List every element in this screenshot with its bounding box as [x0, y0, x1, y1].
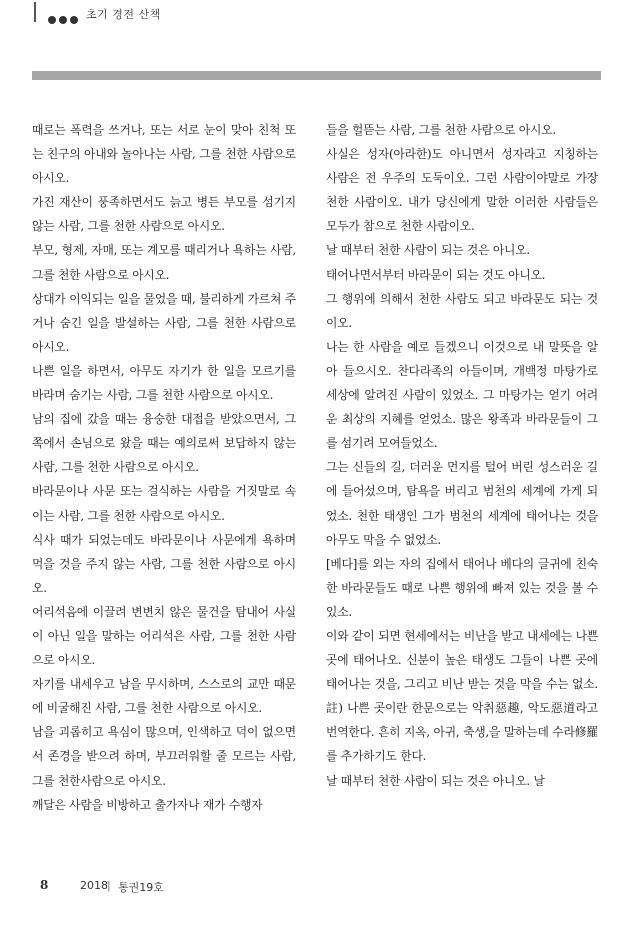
paragraph: 그 행위에 의해서 천한 사람도 되고 바라문도 되는 것이오.	[326, 291, 598, 330]
paragraph: 가진 재산이 풍족하면서도 늙고 병든 부모를 섬기지 않는 사람, 그를 천한 사람으로 아시오.	[32, 195, 296, 234]
page-footer	[0, 878, 622, 898]
paragraph: 남의 집에 갔을 때는 융숭한 대접을 받았으면서, 그 쪽에서 손님으로 왔을 때는 예의로써 보답하지 않는 사람, 그를 천한 사람으로 아시오.	[32, 412, 296, 475]
paragraph: 자기를 내세우고 남을 무시하며, 스스로의 교만 때문에 비굴해진 사람, 그를 천한 사람으로 아시오.	[32, 677, 296, 716]
paragraph: 사실은 성자(아라한)도 아니면서 성자라고 지칭하는 사람은 전 우주의 도둑이오. 그런 사람이야말로 가장 천한 사람이오. 내가 당신에게 말한 이러한 사람들은 모두가 참으로 천한 사람이오.	[326, 147, 598, 234]
paragraph: 바라문이나 사문 또는 걸식하는 사람을 거짓말로 속이는 사람, 그를 천한 사람으로 아시오.	[32, 484, 296, 523]
page-number: 8	[40, 878, 49, 892]
left-text-column	[32, 118, 296, 817]
header-dots-icon	[48, 9, 81, 28]
dot-icon	[48, 16, 56, 24]
paragraph: 어리석음에 이끌려 변변치 않은 물건을 탐내어 사실이 아닌 일을 말하는 어리석은 사람, 그를 천한 사람으로 아시오.	[32, 604, 296, 668]
paragraph: 이와 같이 되면 현세에서는 비난을 받고 내세에는 나쁜 곳에 태어나오. 신분이 높은 태생도 그들이 나쁜 곳에 태어나는 것을, 그리고 비난 받는 것을 막을 수는 없소.註) 나쁜 곳이란 한문으로는 악취惡趣, 악도惡道라고 번역한다. 흔히 지옥, 아귀, 축생,을 말하는데 수라修羅를 추가하기도 한다.	[326, 628, 598, 764]
paragraph: 남을 괴롭히고 욕심이 많으며, 인색하고 덕이 없으면서 존경을 받으려 하며, 부끄러워할 줄 모르는 사람, 그를 천한사람으로 아시오.	[32, 725, 296, 788]
paragraph: 태어나면서부터 바라문이 되는 것도 아니오.	[326, 267, 546, 282]
paragraph: 때로는 폭력을 쓰거나, 또는 서로 눈이 맞아 친척 또는 친구의 아내와 놀아나는 사람, 그를 천한 사람으로 아시오.	[32, 123, 296, 186]
paragraph: 상대가 이익되는 일을 물었을 때, 불리하게 가르쳐 주거나 숨긴 일을 발설하는 사람, 그를 천한 사람으로 아시오.	[32, 291, 296, 354]
dot-icon	[70, 16, 78, 24]
section-divider-bar	[32, 71, 601, 80]
issue-year: 2018	[80, 879, 108, 892]
paragraph: 나쁜 일을 하면서, 아무도 자기가 한 일을 모르기를 바라며 숨기는 사람, 그를 천한 사람으로 아시오.	[32, 363, 296, 403]
paragraph: 나는 한 사람을 예로 들겠으니 이것으로 내 말뜻을 알아 들으시오. 찬다라족의 아들이며, 개백정 마탕가로 세상에 알려진 사람이 있었소. 그 마탕가는 얻기 어려운 최상의 지혜를 얻었소. 많은 왕족과 바라문들이 그를 섬기려 모여들었소.	[326, 339, 598, 451]
paragraph: 부모, 형제, 자매, 또는 계모를 때리거나 욕하는 사람, 그를 천한 사람으로 아시오.	[32, 243, 296, 282]
paragraph: 깨달은 사람을 비방하고 출가자나 재가 수행자	[32, 797, 263, 812]
paragraph: 그는 신들의 길, 더러운 먼지를 털어 버린 성스러운 길에 들어섰으며, 탐욕을 버리고 범천의 세계에 가게 되었소. 천한 태생인 그가 범천의 세계에 태어나는 것을 아무도 막을 수 없었소.	[326, 460, 598, 547]
footer-separator: |	[107, 879, 111, 892]
series-title: 초기 경전 산책	[86, 8, 161, 21]
issue-number: 통권19호	[118, 881, 164, 894]
dot-icon	[59, 16, 67, 24]
page-header	[0, 0, 622, 30]
paragraph: 식사 때가 되었는데도 바라문이나 사문에게 욕하며 먹을 것을 주지 않는 사람, 그를 천한 사람으로 아시오.	[32, 532, 296, 595]
paragraph: [베다]를 외는 자의 집에서 태어나 베다의 글귀에 친숙한 바라문들도 때로 나쁜 행위에 빠져 있는 것을 볼 수 있소.	[326, 556, 598, 619]
header-vertical-rule	[34, 2, 36, 22]
paragraph: 날 때부터 천한 사람이 되는 것은 아니오. 날	[326, 773, 545, 788]
paragraph: 날 때부터 천한 사람이 되는 것은 아니오.	[326, 243, 530, 258]
right-text-column	[326, 118, 598, 793]
paragraph: 들을 헐뜯는 사람, 그를 천한 사람으로 아시오.	[326, 123, 556, 137]
